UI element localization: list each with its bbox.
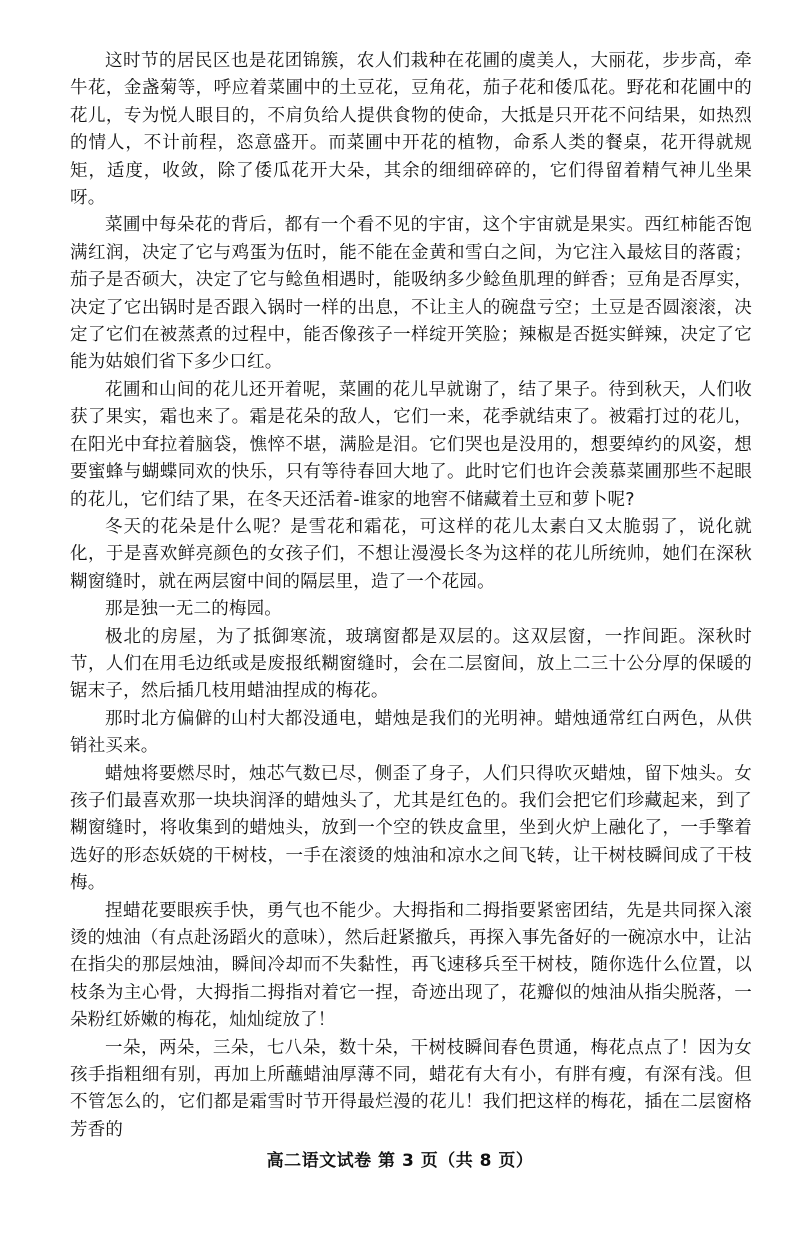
paragraph: 极北的房屋，为了抵御寒流，玻璃窗都是双层的。这双层窗，一拃间距。深秋时节，人们在用毛边纸或是废报纸糊窗缝时，会在二层窗间，放上二三十公分厚的保暖的锯末子，然后插几枝用蜡油捏成的梅花。	[70, 626, 752, 702]
paragraph: 蜡烛将要燃尽时，烛芯气数已尽，侧歪了身子，人们只得吹灭蜡烛，留下烛头。女孩子们最喜欢那一块块润泽的蜡烛头了，尤其是红色的。我们会把它们珍藏起来，到了糊窗缝时，将收集到的蜡烛头，放到一个空的铁皮盒里，坐到火炉上融化了，一手擎着选好的形态妖娆的干树枝，一手在滚烫的烛油和凉水之间飞转，让干树枝瞬间成了干枝梅。	[70, 763, 752, 894]
paragraph: 捏蜡花要眼疾手快，勇气也不能少。大拇指和二拇指要紧密团结，先是共同探入滚烫的烛油（有点赴汤蹈火的意味），然后赶紧撤兵，再探入事先备好的一碗凉水中，让沾在指尖的那层烛油，瞬间冷却而不失黏性，再飞速移兵至干树枝，随你选什么位置，以枝条为主心骨，大拇指二拇指对着它一捏，奇迹出现了，花瓣似的烛油从指尖脱落，一朵粉红娇嫩的梅花，灿灿绽放了！	[70, 900, 752, 1031]
paragraph: 菜圃中每朵花的背后，都有一个看不见的宇宙，这个宇宙就是果实。西红柿能否饱满红润，决定了它与鸡蛋为伍时，能不能在金黄和雪白之间，为它注入最炫目的落霞；茄子是否硕大，决定了它与鲶鱼相遇时，能吸纳多少鲶鱼肌理的鲜香；豆角是否厚实，决定了它出锅时是否跟入锅时一样的出息，不让主人的碗盘亏空；土豆是否圆滚滚，决定了它们在被蒸煮的过程中，能否像孩子一样绽开笑脸；辣椒是否挺实鲜辣，决定了它能为姑娘们省下多少口红。	[70, 215, 752, 373]
paragraph: 这时节的居民区也是花团锦簇，农人们栽种在花圃的虞美人，大丽花，步步高，牵牛花，金盏菊等，呼应着菜圃中的土豆花，豆角花，茄子花和倭瓜花。野花和花圃中的花儿，专为悦人眼目的，不肩负给人提供食物的使命，大抵是只开花不问结果，如热烈的情人，不计前程，恣意盛开。而菜圃中开花的植物，命系人类的餐桌，花开得就规矩，适度，收敛，除了倭瓜花开大朵，其余的细细碎碎的，它们得留着精气神儿坐果呀。	[70, 51, 752, 209]
paragraph: 那时北方偏僻的山村大都没通电，蜡烛是我们的光明神。蜡烛通常红白两色，从供销社买来。	[70, 708, 752, 757]
paragraph: 那是独一无二的梅园。	[105, 599, 282, 620]
paragraph: 一朵，两朵，三朵，七八朵，数十朵，干树枝瞬间春色贯通，梅花点点了！因为女孩手指粗细有别，再加上所蘸蜡油厚薄不同，蜡花有大有小，有胖有瘦，有深有浅。但不管怎么的，它们都是霜雪时节开得最烂漫的花儿！我们把这样的梅花，插在二层窗格芳香的	[70, 1037, 752, 1140]
paragraph: 花圃和山间的花儿还开着呢，菜圃的花儿早就谢了，结了果子。待到秋天，人们收获了果实，霜也来了。霜是花朵的敌人，它们一来，花季就结束了。被霜打过的花儿，在阳光中耷拉着脑袋，憔悴不堪，满脸是泪。它们哭也是没用的，想要绰约的风姿，想要蜜蜂与蝴蝶同欢的快乐，只有等待春回大地了。此时它们也许会羡慕菜圃那些不起眼的花儿，它们结了果，在冬天还活着-谁家的地窖不储藏着土豆和萝卜呢?	[70, 379, 752, 510]
page-footer: 高二语文试卷 第 3 页（共 8 页）	[266, 1151, 534, 1171]
paragraph: 冬天的花朵是什么呢？是雪花和霜花，可这样的花儿太素白又太脆弱了，说化就化，于是喜欢鲜亮颜色的女孩子们，不想让漫漫长冬为这样的花儿所统帅，她们在深秋糊窗缝时，就在两层窗中间的隔层里，造了一个花园。	[70, 516, 752, 592]
document-body	[70, 48, 752, 1144]
